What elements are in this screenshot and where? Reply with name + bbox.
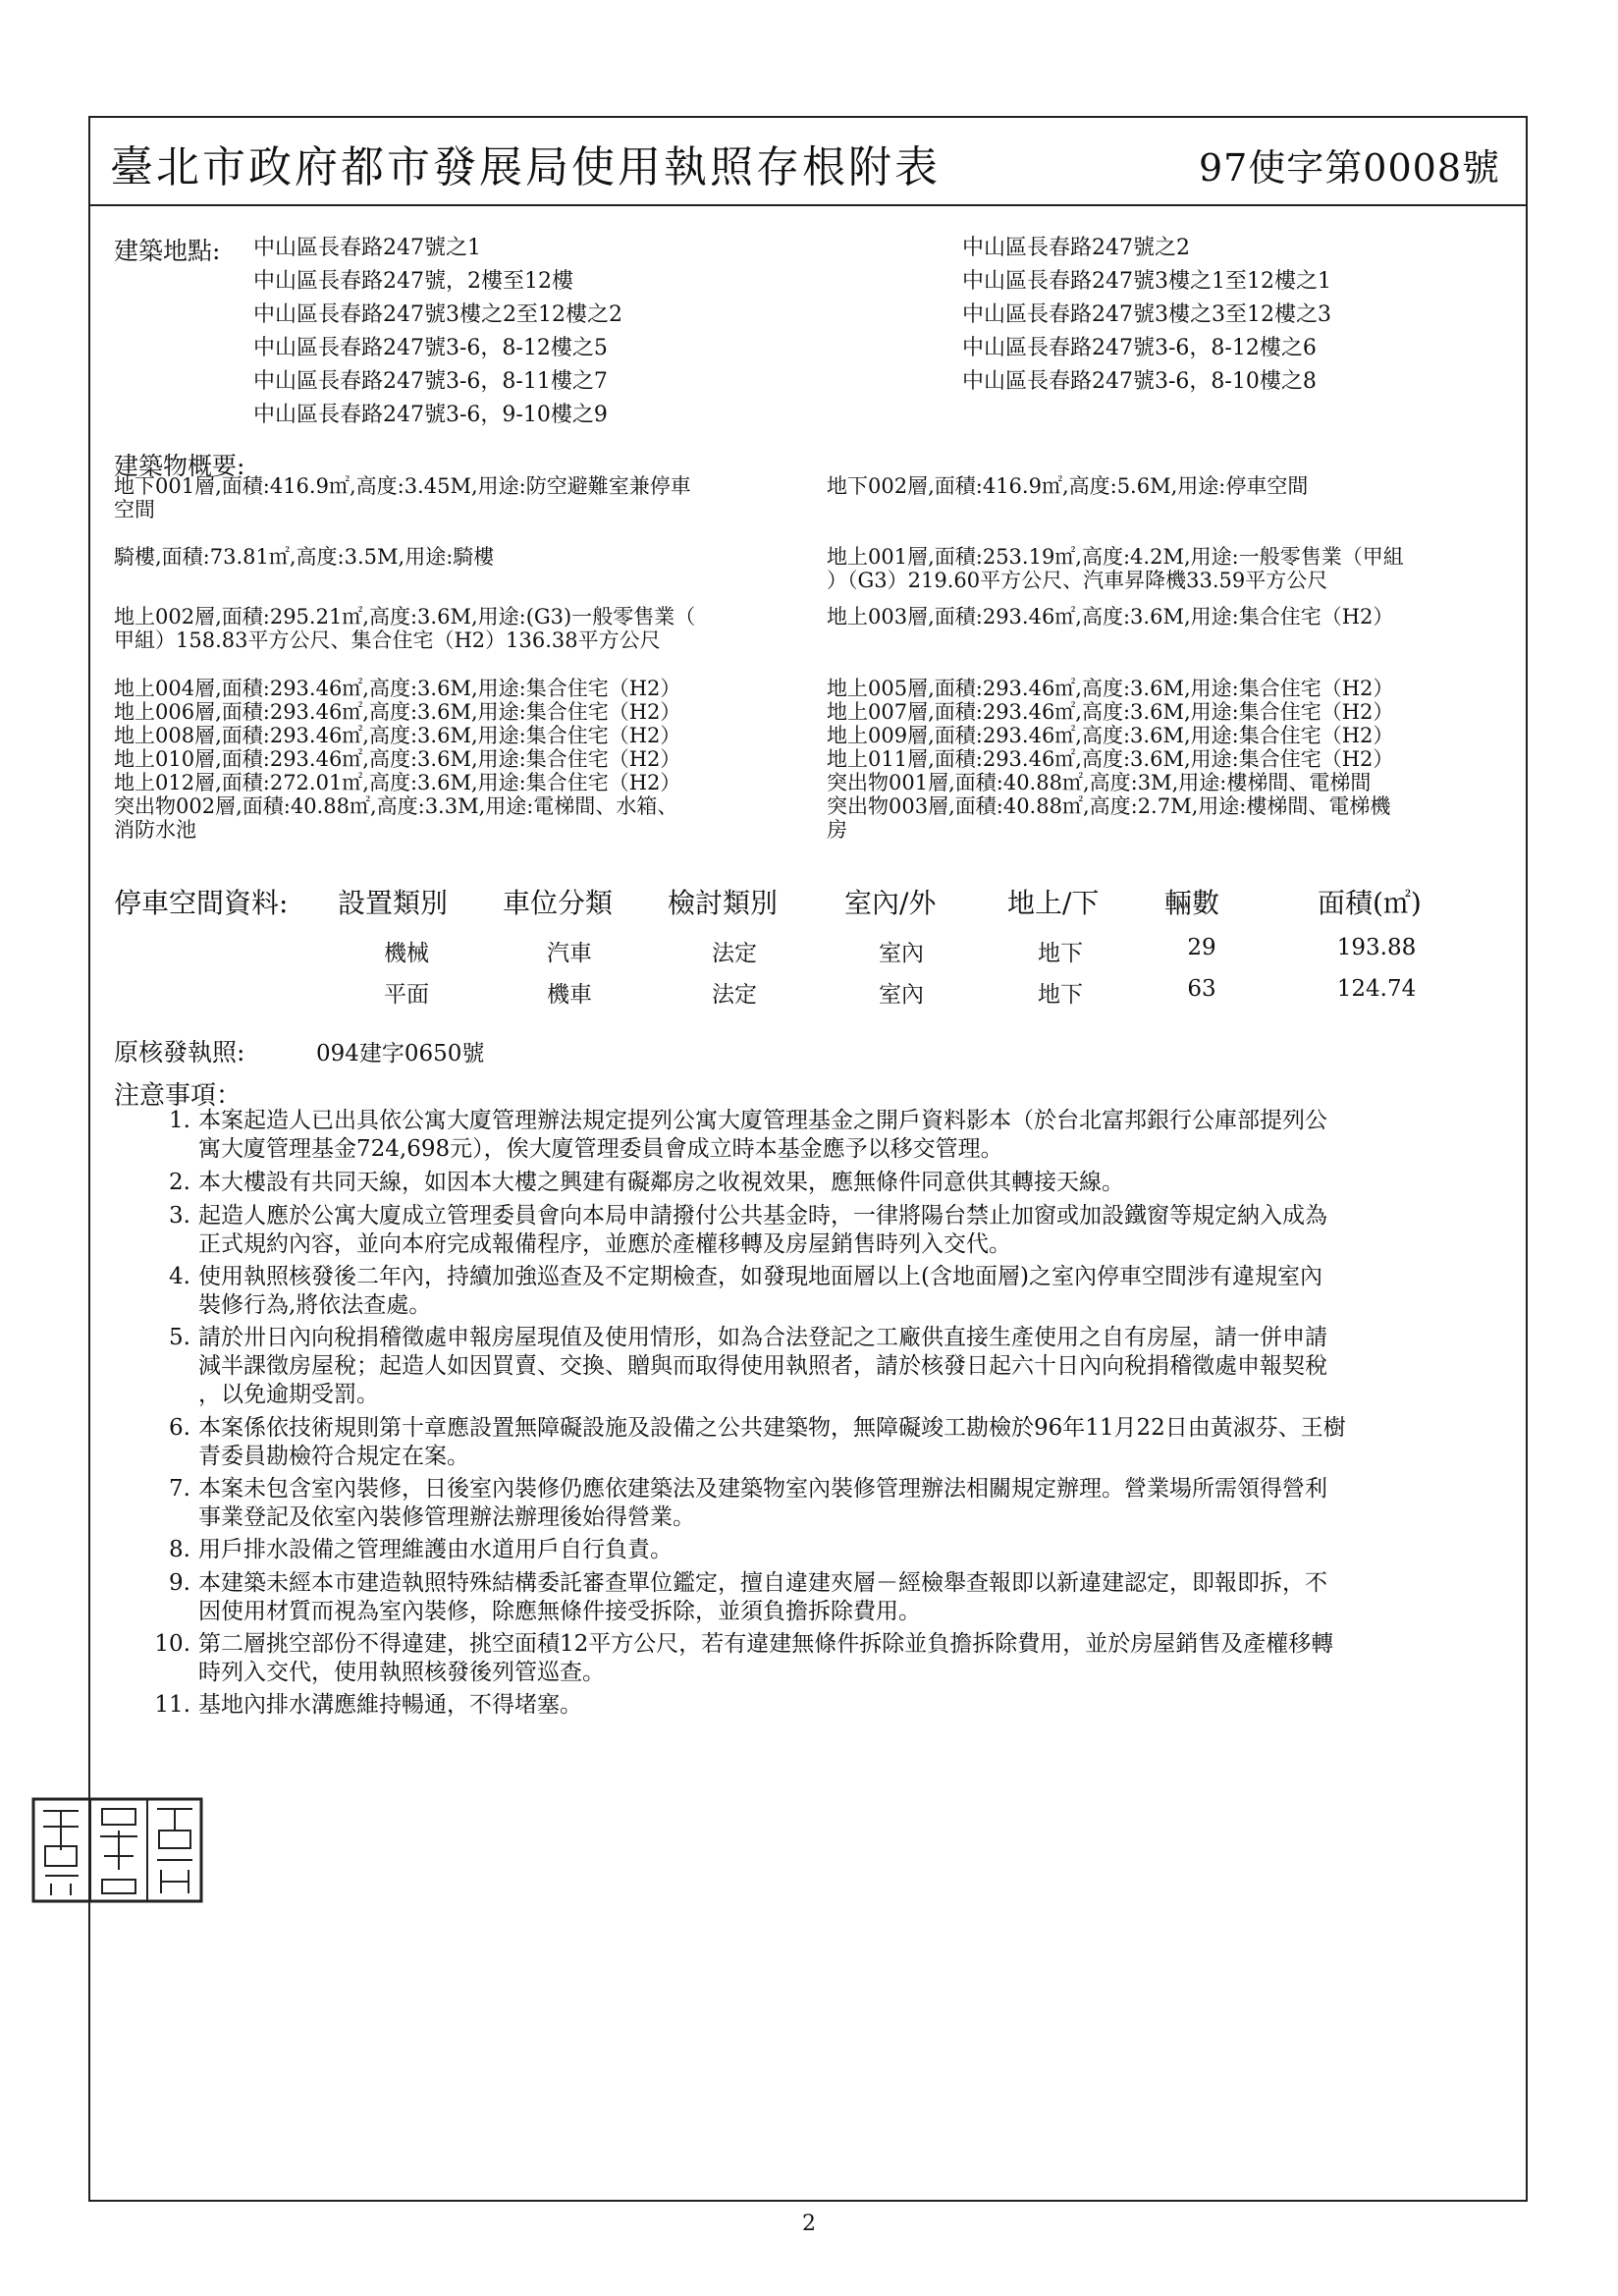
floor-line: 地上001層,面積:253.19㎡,高度:4.2M,用途:一般零售業（甲組 [827, 545, 1404, 569]
floor-line: 地上004層,面積:293.46㎡,高度:3.6M,用途:集合住宅（H2） [114, 677, 681, 700]
floor-line: 地上009層,面積:293.46㎡,高度:3.6M,用途:集合住宅（H2） [827, 724, 1394, 747]
floor-line: 消防水池 [114, 818, 196, 842]
address-line: 中山區長春路247號3-6，8-12樓之5 [253, 336, 608, 360]
parking-cell: 平面 [384, 982, 429, 1008]
note-item [141, 1202, 1516, 1259]
floor-line: 地上003層,面積:293.46㎡,高度:3.6M,用途:集合住宅（H2） [827, 605, 1394, 629]
address-line: 中山區長春路247號3樓之3至12樓之3 [962, 302, 1331, 327]
note-line: 本建築未經本市建造執照特殊結構委託審查單位鑑定，擅自違建夾層－經檢舉查報即以新違建認定，即報即拆，不 [198, 1570, 1327, 1596]
parking-cell: 29 [1187, 935, 1216, 960]
address-line: 中山區長春路247號3-6，9-10樓之9 [253, 403, 608, 427]
note-line: 本大樓設有共同天線，如因本大樓之興建有礙鄰房之收視效果，應無條件同意供其轉接天線。 [198, 1170, 1124, 1195]
parking-cell: 124.74 [1336, 976, 1417, 1002]
notes-label: 注意事項： [114, 1081, 243, 1111]
parking-cell: 193.88 [1336, 935, 1417, 960]
note-item [141, 1536, 1516, 1564]
note-line: 寓大廈管理基金724,698元），俟大廈管理委員會成立時本基金應予以移交管理。 [198, 1136, 1003, 1162]
floor-line: 甲組）158.83平方公尺、集合住宅（H2）136.38平方公尺 [114, 629, 661, 652]
parking-label: 停車空間資料: [114, 887, 289, 919]
floor-entry [827, 545, 1404, 592]
permit-number: 97使字第0008號 [1198, 146, 1500, 190]
note-number: 2. [169, 1170, 190, 1195]
floor-line: 突出物002層,面積:40.88㎡,高度:3.3M,用途:電梯間、水箱、 [114, 794, 678, 818]
parking-header: 輛數 [1164, 887, 1220, 919]
note-line: 本案係依技術規則第十章應設置無障礙設施及設備之公共建築物，無障礙竣工勘檢於96年11月22日由黃淑芬、王樹 [198, 1415, 1346, 1441]
note-item [141, 1630, 1516, 1687]
document-frame [88, 116, 1528, 2202]
parking-cell: 機械 [384, 941, 429, 966]
note-item [141, 1324, 1516, 1409]
floor-line: 地上005層,面積:293.46㎡,高度:3.6M,用途:集合住宅（H2） [827, 677, 1394, 700]
parking-cell: 汽車 [547, 941, 592, 966]
parking-cell: 室內 [879, 982, 924, 1008]
parking-header: 室內/外 [844, 887, 937, 919]
note-number: 3. [169, 1203, 190, 1229]
note-number: 7. [169, 1476, 190, 1502]
note-line: ，以免逾期受罰。 [198, 1382, 379, 1407]
parking-cell: 63 [1187, 976, 1216, 1002]
document-title: 臺北市政府都市發展局使用執照存根附表 [110, 142, 941, 192]
floor-entry [114, 605, 695, 652]
parking-header: 地上/下 [1007, 887, 1100, 919]
note-item [141, 1414, 1516, 1471]
note-line: 事業登記及依室內裝修管理辦法辦理後始得營業。 [198, 1504, 695, 1530]
note-item [141, 1569, 1516, 1626]
note-item [141, 1691, 1516, 1720]
note-line: 請於卅日內向稅捐稽徵處申報房屋現值及使用情形，如為合法登記之工廠供直接生產使用之自有房屋，請一併申請 [198, 1325, 1327, 1350]
note-number: 10. [154, 1631, 190, 1657]
floor-entry [114, 545, 494, 569]
note-line: 本案未包含室內裝修，日後室內裝修仍應依建築法及建築物室內裝修管理辦法相關規定辦理。營業場所需領得營利 [198, 1476, 1327, 1502]
floor-entry [827, 605, 1393, 629]
note-line: 基地內排水溝應維持暢通，不得堵塞。 [198, 1692, 582, 1718]
address-line: 中山區長春路247號之2 [962, 236, 1190, 260]
note-number: 9. [169, 1570, 190, 1596]
floor-line: 地上006層,面積:293.46㎡,高度:3.6M,用途:集合住宅（H2） [114, 700, 681, 724]
parking-header: 面積(㎡) [1318, 887, 1422, 919]
address-line: 中山區長春路247號3樓之2至12樓之2 [253, 302, 622, 327]
page-number: 2 [802, 2212, 816, 2236]
floor-line: 地上007層,面積:293.46㎡,高度:3.6M,用途:集合住宅（H2） [827, 700, 1394, 724]
address-list-right [962, 232, 1331, 399]
note-number: 4. [169, 1264, 190, 1289]
address-line: 中山區長春路247號之1 [253, 236, 481, 260]
note-line: 青委員勘檢符合規定在案。 [198, 1444, 469, 1469]
note-item [141, 1475, 1516, 1532]
parking-cell: 室內 [879, 941, 924, 966]
address-line: 中山區長春路247號3-6，8-10樓之8 [962, 369, 1317, 394]
note-line: 使用執照核發後二年內，持續加強巡查及不定期檢查，如發現地面層以上(含地面層)之室內停車空間涉有違規室內 [198, 1264, 1322, 1289]
note-line: 正式規約內容，並向本府完成報備程序，並應於產權移轉及房屋銷售時列入交代。 [198, 1231, 1011, 1257]
building-overview-label: 建築物概要: [114, 452, 245, 480]
note-line: 用戶排水設備之管理維護由水道用戶自行負責。 [198, 1537, 673, 1562]
address-line: 中山區長春路247號，2樓至12樓 [253, 269, 573, 294]
address-line: 中山區長春路247號3樓之1至12樓之1 [962, 269, 1331, 294]
parking-header: 設置類別 [338, 887, 449, 919]
parking-header: 車位分類 [503, 887, 614, 919]
floor-entry [114, 677, 680, 842]
note-item [141, 1107, 1516, 1164]
note-item [141, 1263, 1516, 1320]
address-line: 中山區長春路247號3-6，8-11樓之7 [253, 369, 608, 394]
floor-line: 地下001層,面積:416.9㎡,高度:3.45M,用途:防空避難室兼停車 [114, 474, 691, 498]
parking-cell: 機車 [547, 982, 592, 1008]
note-line: 第二層挑空部份不得違建，挑空面積12平方公尺，若有違建無條件拆除並負擔拆除費用，並於房屋銷售及產權移轉 [198, 1631, 1334, 1657]
floor-line: 地上002層,面積:295.21㎡,高度:3.6M,用途:(G3)一般零售業（ [114, 605, 696, 629]
parking-cell: 地下 [1038, 982, 1083, 1008]
floor-line: 地上010層,面積:293.46㎡,高度:3.6M,用途:集合住宅（H2） [114, 747, 681, 771]
floor-line: 地上008層,面積:293.46㎡,高度:3.6M,用途:集合住宅（H2） [114, 724, 681, 747]
title-bar [90, 118, 1526, 206]
note-number: 5. [169, 1325, 190, 1350]
original-permit-label: 原核發執照: [114, 1038, 245, 1066]
parking-cell: 法定 [712, 982, 757, 1008]
note-line: 減半課徵房屋稅；起造人如因買賣、交換、贈與而取得使用執照者，請於核發日起六十日內向稅捐稽徵處申報契稅 [198, 1353, 1327, 1379]
note-line: 本案起造人已出具依公寓大廈管理辦法規定提列公寓大廈管理基金之開戶資料影本（於台北富邦銀行公庫部提列公 [198, 1108, 1327, 1133]
floor-line: ）（G3）219.60平方公尺、汽車昇降機33.59平方公尺 [827, 569, 1328, 592]
parking-cell: 地下 [1038, 941, 1083, 966]
address-list-left [253, 232, 622, 432]
official-seal-stamp [31, 1797, 203, 1903]
note-item [141, 1169, 1516, 1197]
floor-line: 地上012層,面積:272.01㎡,高度:3.6M,用途:集合住宅（H2） [114, 771, 681, 794]
floor-entry [114, 474, 691, 521]
note-number: 8. [169, 1537, 190, 1562]
address-label: 建築地點: [114, 237, 221, 265]
parking-header: 檢討類別 [668, 887, 779, 919]
note-line: 起造人應於公寓大廈成立管理委員會向本局申請撥付公共基金時，一律將陽台禁止加窗或加設鐵窗等規定納入成為 [198, 1203, 1327, 1229]
note-number: 6. [169, 1415, 190, 1441]
floor-entry [827, 677, 1393, 842]
original-permit-value: 094建字0650號 [316, 1041, 485, 1066]
note-line: 因使用材質而視為室內裝修，除應無條件接受拆除，並須負擔拆除費用。 [198, 1599, 921, 1624]
note-line: 裝修行為,將依法查處。 [198, 1292, 432, 1318]
floor-line: 騎樓,面積:73.81㎡,高度:3.5M,用途:騎樓 [114, 545, 495, 569]
floor-line: 突出物001層,面積:40.88㎡,高度:3M,用途:樓梯間、電梯間 [827, 771, 1372, 794]
floor-line: 突出物003層,面積:40.88㎡,高度:2.7M,用途:樓梯間、電梯機 [827, 794, 1391, 818]
note-number: 11. [154, 1692, 190, 1718]
floor-entry [827, 474, 1308, 498]
floor-line: 空間 [114, 498, 155, 521]
address-line: 中山區長春路247號3-6，8-12樓之6 [962, 336, 1317, 360]
parking-cell: 法定 [712, 941, 757, 966]
floor-line: 地下002層,面積:416.9㎡,高度:5.6M,用途:停車空間 [827, 474, 1309, 498]
floor-line: 房 [827, 818, 847, 842]
note-line: 時列入交代，使用執照核發後列管巡查。 [198, 1660, 605, 1685]
floor-line: 地上011層,面積:293.46㎡,高度:3.6M,用途:集合住宅（H2） [827, 747, 1394, 771]
note-number: 1. [169, 1108, 190, 1133]
